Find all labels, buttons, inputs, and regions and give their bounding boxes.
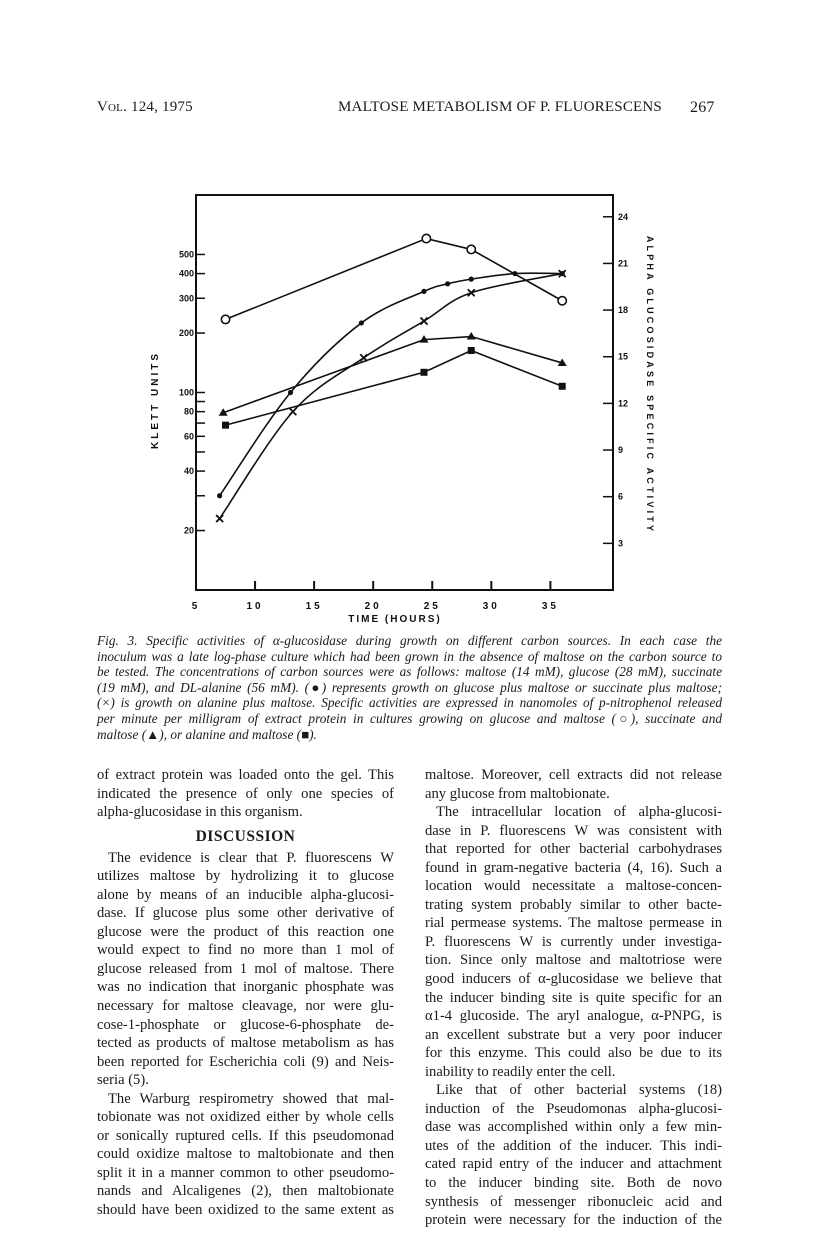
text-line: should have been oxidized to the same extent as [97, 1202, 394, 1219]
text-line: that reported for other bacterial carbohydrases [425, 841, 722, 858]
paragraph [425, 803, 722, 1081]
y-tick-label: 300 [178, 293, 194, 304]
text-line: Like that of other bacterial systems (18) [436, 1082, 722, 1099]
data-point-cross [216, 515, 223, 522]
text-line: trating system probably similar to other bacte- [425, 896, 722, 913]
text-line: utes of the addition of the inducer. This indi- [425, 1137, 722, 1154]
text-line: any glucose from maltobionate. [425, 785, 610, 802]
text-line: cose-1-phosphate or glucose-6-phosphate de- [97, 1016, 394, 1033]
plot-frame [196, 195, 613, 590]
text-line: The Warburg respirometry showed that mal- [108, 1090, 394, 1107]
series-line-open-circle [226, 239, 563, 320]
x-tick-label: 10 [246, 601, 264, 612]
body-column-left [97, 766, 394, 1220]
data-point-open-circle [422, 234, 430, 242]
text-line: rial permease systems. The maltose permease in [425, 915, 722, 932]
data-point-cross [420, 318, 427, 325]
data-point-filled-circle [445, 281, 450, 286]
text-line: of extract protein was loaded onto the gel. This [97, 767, 394, 783]
text-line: necessary for maltose cleavage, nor were glu- [97, 998, 394, 1015]
y-tick-label: 100 [178, 387, 194, 398]
page-number: 267 [690, 99, 715, 116]
y2-axis-label: ALPHA GLUCOSIDASE SPECIFIC ACTIVITY [645, 235, 655, 535]
text-line: dase was accomplished within only a few min- [425, 1119, 722, 1136]
text-line: split it in a manner common to other pseudomo- [97, 1164, 394, 1181]
data-point-square [222, 422, 229, 429]
text-line: cated rapid entry of the inducer and attachment [425, 1156, 722, 1173]
x-tick-label: 15 [305, 601, 323, 612]
text-line: utilizes maltose by hydrolizing it to glucose [97, 868, 394, 885]
text-line: the inducer binding site is quite specific for an [425, 989, 722, 1006]
text-line: was no indication that inorganic phosphate was [97, 979, 394, 996]
x-tick-label: 35 [541, 601, 559, 612]
data-point-open-circle [221, 315, 229, 323]
text-line: The intracellular location of alpha-glucosi- [436, 804, 722, 821]
text-line: maltose. Moreover, cell extracts did not release [425, 767, 722, 783]
caption-line: Fig. 3. Specific activities of α-glucosidase during growth on different carbon sources. In each case the [97, 633, 722, 648]
running-head-title: MALTOSE METABOLISM OF P. FLUORESCENS [338, 99, 662, 115]
text-line: dase in P. fluorescens W was consistent with [425, 822, 722, 839]
y-tick-label: 20 [183, 525, 194, 536]
caption-line: be tested. The concentrations of carbon sources were as follows: maltose (14 mM), glucose (28 mM), succinate [97, 664, 722, 680]
paragraph [97, 1090, 394, 1220]
text-line: found in gram-negative bacteria (4, 16). Such a [425, 859, 722, 876]
data-point-filled-circle [217, 493, 222, 498]
text-line: glucose released from 1 mol of maltose. There [97, 960, 394, 977]
figure-caption [97, 633, 722, 742]
y-tick-label: 80 [183, 406, 194, 417]
data-point-open-circle [467, 245, 475, 253]
heading-text: DISCUSSION [195, 827, 296, 845]
caption-line: (×) is growth on alanine plus maltose. Specific activities are expressed in nanomoles of p-nitrophenol released [97, 695, 722, 711]
text-line: to the inducer binding site. Both de novo [425, 1175, 722, 1192]
y2-tick-label: 24 [618, 211, 629, 222]
text-line: could oxidize maltose to maltobionate and then [97, 1146, 394, 1163]
x-tick-label: 5 [191, 601, 201, 612]
y-tick-label: 200 [178, 328, 194, 339]
text-line: seria (5). [97, 1072, 149, 1089]
y-tick-label: 60 [183, 431, 194, 442]
text-line: location would necessitate a maltose-concen- [425, 878, 722, 895]
series-line-square [226, 351, 563, 426]
caption-line: per minute per milligram of extract protein in cultures growing on glucose and maltose (○), succinate and [97, 710, 722, 726]
text-line: synthesis of messenger ribonucleic acid and [425, 1193, 722, 1210]
y-tick-label: 400 [178, 268, 194, 279]
x-tick-label: 30 [482, 601, 500, 612]
data-point-filled-circle [421, 289, 426, 294]
text-line: nands and Alcaligenes (2), then maltobionate [97, 1183, 394, 1200]
series-line-filled-circle [220, 273, 563, 496]
body-column-right [425, 766, 722, 1230]
paragraph [97, 849, 394, 1090]
text-line: inability to readily enter the cell. [425, 1063, 616, 1080]
data-point-filled-circle [359, 320, 364, 325]
data-point-cross [289, 408, 296, 415]
text-line: been reported for Escherichia coli (9) and Neis- [97, 1053, 394, 1070]
text-line: induction of the Pseudomonas alpha-glucosi- [425, 1100, 722, 1117]
x-tick-label: 20 [364, 601, 382, 612]
text-line: The evidence is clear that P. fluorescens W [108, 849, 394, 866]
data-point-square [468, 347, 475, 354]
caption-line: inoculum was a late log-phase culture which had been grown in the absence of maltose on the carbon source to [97, 648, 722, 664]
text-line: for this enzyme. This could also be due to its [425, 1045, 722, 1062]
data-point-filled-circle [288, 390, 293, 395]
text-line: an excellent substrate but a very poor inducer [425, 1026, 722, 1043]
data-point-filled-circle [469, 277, 474, 282]
text-line: good inducers of α-glucosidase we believe that [425, 971, 722, 988]
caption-line: maltose (▲), or alanine and maltose (■). [97, 726, 317, 742]
y2-tick-label: 3 [618, 538, 624, 549]
text-line: tobionate was not oxidized either by whole cells [97, 1109, 394, 1126]
y-axis-label: KLETT UNITS [150, 351, 161, 449]
text-line: alone by means of an inducible alpha-glucosi- [97, 886, 394, 903]
y-tick-label: 40 [183, 466, 194, 477]
text-line: glucose were the product of this reaction one [97, 923, 394, 940]
y2-tick-label: 18 [618, 305, 629, 316]
text-line: indicated the presence of only one species of [97, 785, 394, 802]
section-heading [97, 822, 394, 849]
y2-tick-label: 15 [618, 351, 629, 362]
running-head-volume: Vol. 124, 1975 [97, 99, 193, 115]
text-line: tected as products of maltose metabolism as has [97, 1035, 394, 1052]
y2-tick-label: 21 [618, 258, 629, 269]
y2-tick-label: 12 [618, 398, 629, 409]
text-line: or sonically ruptured cells. If this pseudomonad [97, 1127, 394, 1144]
data-point-open-circle [558, 297, 566, 305]
data-point-square [559, 383, 566, 390]
data-point-triangle [467, 332, 476, 340]
caption-line: (19 mM), and DL-alanine (56 mM). (●) represents growth on glucose plus maltose or succinate plus maltose; [97, 679, 722, 695]
text-line: protein were necessary for the induction of the [425, 1212, 722, 1229]
x-axis-label: TIME (HOURS) [348, 614, 442, 625]
data-point-square [420, 369, 427, 376]
series-line-triangle [223, 337, 562, 413]
text-line: α1-4 glucoside. The aryl analogue, α-PNPG, is [425, 1008, 722, 1025]
text-line: P. fluorescens W is currently under investiga- [425, 933, 722, 950]
paragraph [425, 766, 722, 803]
paragraph [425, 1081, 722, 1229]
text-line: dase. If glucose plus some other derivative of [97, 905, 394, 922]
paragraph [97, 766, 394, 822]
y2-tick-label: 6 [618, 491, 624, 502]
y-tick-label: 500 [178, 249, 194, 260]
y2-tick-label: 9 [618, 445, 624, 456]
text-line: tion. Since only maltose and maltotriose were [425, 952, 722, 969]
text-line: alpha-glucosidase in this organism. [97, 804, 303, 821]
x-tick-label: 25 [423, 601, 441, 612]
text-line: would expect to find no more than 1 mol of [97, 942, 394, 959]
